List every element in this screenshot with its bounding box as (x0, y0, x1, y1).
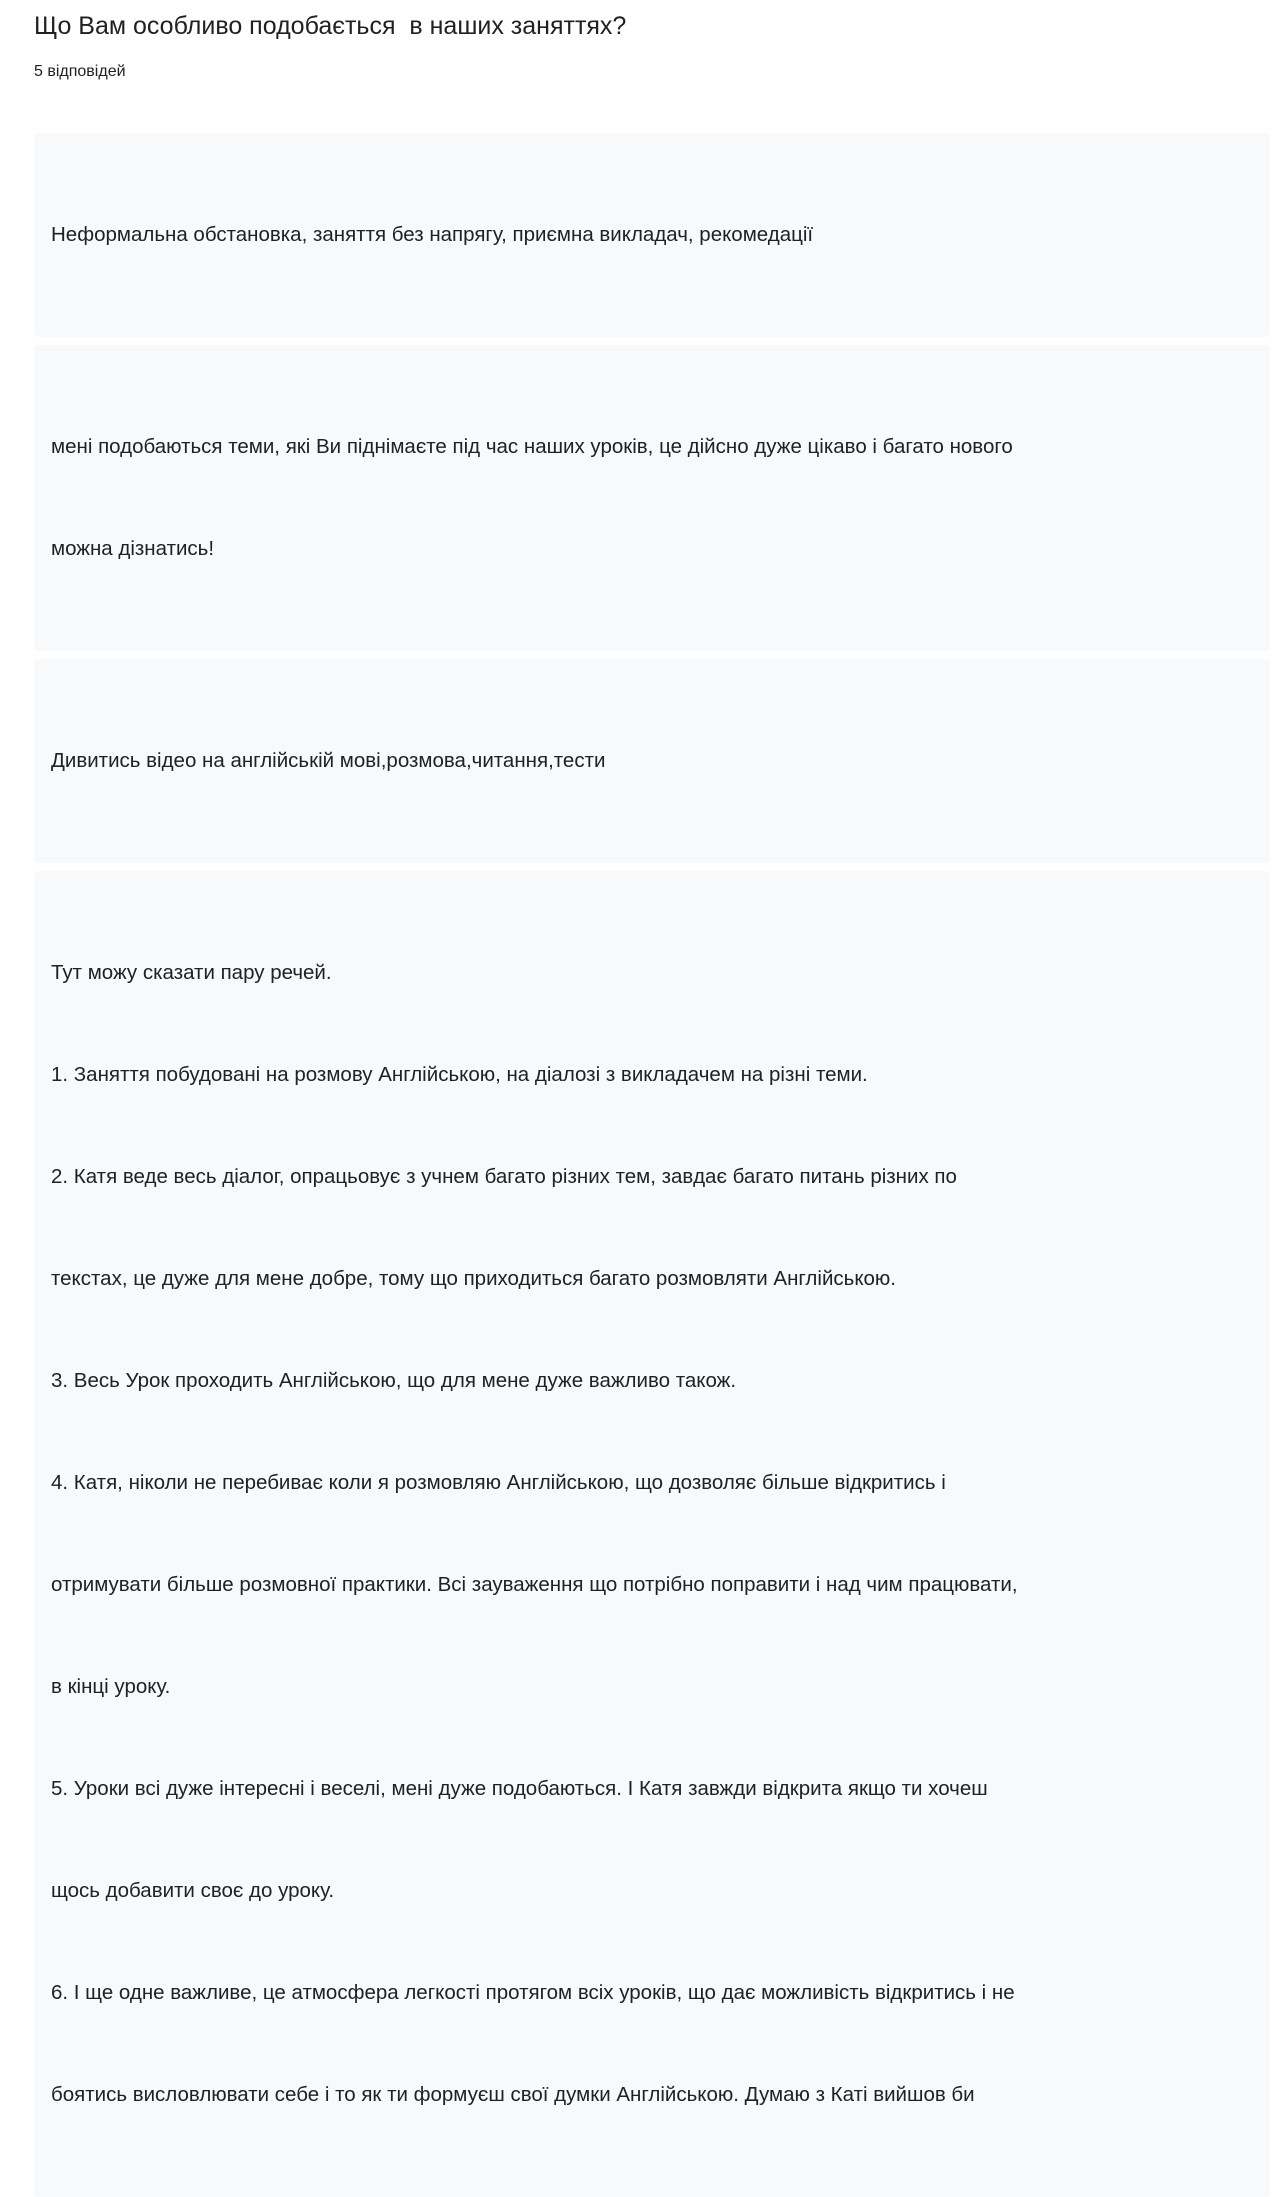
response-item (34, 659, 1270, 863)
response-text-line: мені подобаються теми, які Ви піднімаєте під час наших уроків, це дійсно дуже цікаво і багато нового (51, 435, 1013, 458)
response-text-line: Тут можу сказати пару речей. (51, 961, 332, 984)
response-text-line: текстах, це дуже для мене добре, тому що приходиться багато розмовляти Англійською. (51, 1267, 896, 1290)
response-item (34, 345, 1270, 651)
response-text-line: отримувати більше розмовної практики. Всі зауваження що потрібно поправити і над чим працювати, (51, 1573, 1018, 1596)
responses-list[interactable] (34, 133, 1270, 2106)
response-item (34, 133, 1270, 337)
response-text-line: боятись висловлювати себе і то як ти формуєш свої думки Англійською. Думаю з Каті вийшов би (51, 2083, 975, 2106)
response-text-line: 2. Катя веде весь діалог, опрацьовує з учнем багато різних тем, завдає багато питань різних по (51, 1165, 957, 1188)
response-count: 5 відповідей (34, 63, 126, 80)
response-text-line: 5. Уроки всі дуже інтересні і веселі, мені дуже подобаються. І Катя завжди відкрита якщо ти хочеш (51, 1777, 988, 1800)
response-text-line: 6. І ще одне важливе, це атмосфера легкості протягом всіх уроків, що дає можливість відкритись і не (51, 1981, 1015, 2004)
response-text-line: Неформальна обстановка, заняття без напрягу, приємна викладач, рекомедації (51, 223, 814, 246)
question-title: Що Вам особливо подобається в наших заняттях? (34, 12, 627, 40)
response-text-line: можна дізнатись! (51, 537, 215, 560)
response-text-line: в кінці уроку. (51, 1675, 171, 1698)
response-item (34, 871, 1270, 2197)
response-text-line: 1. Заняття побудовані на розмову Англійською, на діалозі з викладачем на різні теми. (51, 1063, 868, 1086)
response-text-line: 4. Катя, ніколи не перебиває коли я розмовляю Англійською, що дозволяє більше відкритись і (51, 1471, 946, 1494)
response-text-line: Дивитись відео на англійській мові,розмова,читання,тести (51, 749, 606, 772)
response-text-line: щось добавити своє до уроку. (51, 1879, 335, 1902)
response-text-line: 3. Весь Урок проходить Англійською, що для мене дуже важливо також. (51, 1369, 737, 1392)
